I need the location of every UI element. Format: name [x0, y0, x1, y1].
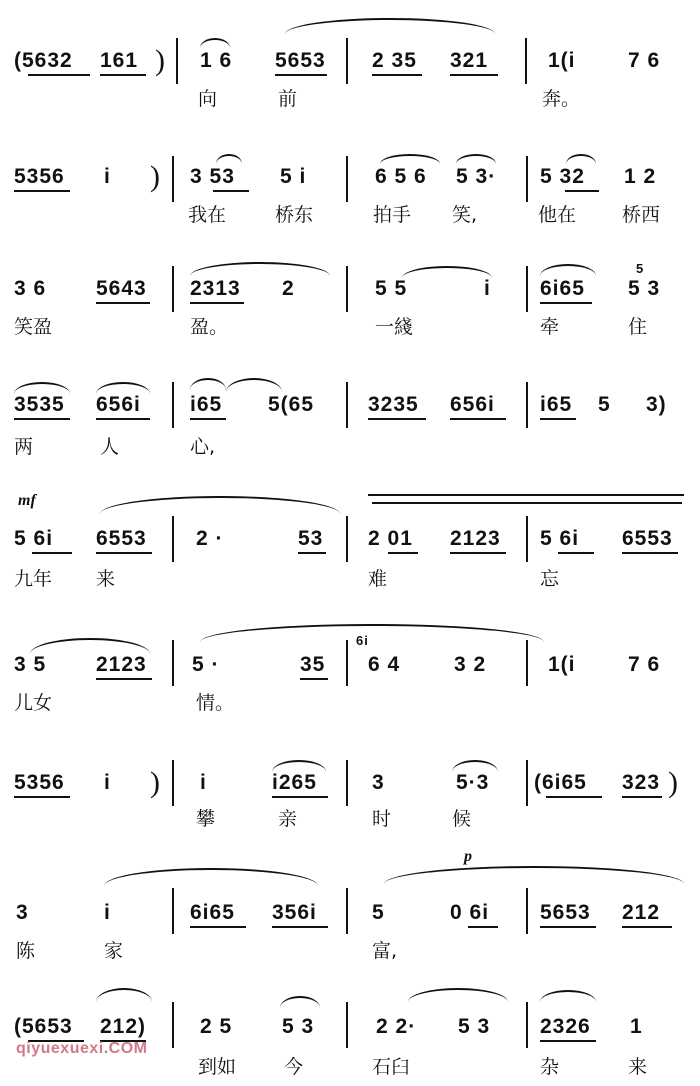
note-group: 3 53 [190, 165, 235, 188]
beam-line [272, 926, 328, 928]
note-group: 5356 [14, 771, 65, 794]
note-group: 5 · [192, 653, 220, 676]
beam-line [540, 1040, 596, 1042]
bar-line [172, 640, 174, 686]
note-group: 3535 [14, 393, 65, 416]
beam-line [190, 926, 246, 928]
beam-line [388, 552, 418, 554]
beam-line [468, 926, 498, 928]
bar-line [346, 382, 348, 428]
tie-slur [280, 996, 320, 1008]
note-group: 3 5 [14, 653, 47, 676]
dynamic-marking: mf [18, 492, 36, 509]
note-group: i [200, 771, 207, 794]
note-group: 323 [622, 771, 661, 794]
beam-line [540, 926, 596, 928]
lyric: 人 [100, 436, 120, 458]
bar-line [172, 382, 174, 428]
lyric: 富, [372, 940, 398, 962]
bar-line [172, 516, 174, 562]
note-group: 3 [372, 771, 385, 794]
phrase-slur [100, 496, 340, 514]
beam-line [14, 796, 70, 798]
bar-line [172, 266, 174, 312]
bar-line [346, 760, 348, 806]
note-group: 2326 [540, 1015, 591, 1038]
note-group: (5632 [14, 49, 73, 72]
note-group: 656i [96, 393, 141, 416]
beam-line [546, 796, 602, 798]
note-group: 3 6 [14, 277, 47, 300]
beam-line [272, 796, 328, 798]
beam-line [450, 74, 498, 76]
note-group: 5 3 [458, 1015, 491, 1038]
lyric: 攀 [196, 808, 216, 830]
note-group: 7 6 [628, 49, 661, 72]
tie-slur [226, 378, 282, 392]
phrase-slur [372, 502, 682, 510]
note-group: 6553 [96, 527, 147, 550]
paren-close: ) [150, 160, 160, 193]
lyric: 石臼 [372, 1056, 411, 1078]
bar-line [526, 382, 528, 428]
paren-close: ) [150, 766, 160, 799]
phrase-slur [402, 266, 492, 278]
lyric: 拍手 [373, 204, 412, 226]
phrase-slur [285, 18, 495, 34]
beam-line [213, 190, 249, 192]
score-row-2 [0, 122, 700, 242]
phrase-slur [384, 866, 684, 884]
lyric: 情。 [196, 692, 235, 714]
beam-line [622, 926, 672, 928]
dynamic-marking: p [464, 848, 472, 865]
note-group: 3235 [368, 393, 419, 416]
tie-slur [96, 988, 152, 1002]
note-group: 6553 [622, 527, 673, 550]
bar-line [172, 760, 174, 806]
watermark-text: qiyuexuexi [16, 1040, 104, 1057]
note-group: 5·3 [456, 771, 490, 794]
tie-slur [380, 154, 440, 164]
score-row-5 [0, 484, 700, 604]
bar-line [346, 266, 348, 312]
phrase-slur [30, 638, 150, 654]
note-group: 1 6 [200, 49, 233, 72]
lyric: 忘 [540, 568, 560, 590]
tie-slur [456, 154, 496, 164]
note-group: 356i [272, 901, 317, 924]
bar-line [346, 516, 348, 562]
note-group: 212 [622, 901, 661, 924]
note-group: 0 6i [450, 901, 490, 924]
lyric: 一綫 [375, 316, 414, 338]
paren-close: ) [155, 44, 165, 77]
lyric: 儿女 [14, 692, 53, 714]
beam-line [540, 302, 592, 304]
watermark-suffix: .COM [103, 1040, 148, 1057]
lyric: 难 [368, 568, 388, 590]
lyric: 向 [198, 88, 218, 110]
bar-line [526, 156, 528, 202]
note-group: i65 [540, 393, 573, 416]
note-group: 3 2 [454, 653, 487, 676]
lyric: 桥西 [622, 204, 661, 226]
note-group: 1(i [548, 49, 576, 72]
bar-line [526, 760, 528, 806]
note-group: 5653 [540, 901, 591, 924]
score-row-4 [0, 364, 700, 484]
note-group: 1 2 [624, 165, 657, 188]
phrase-slur [104, 868, 318, 886]
note-group: 5 3· [456, 165, 497, 188]
lyric: 两 [14, 436, 34, 458]
tie-slur [566, 154, 596, 164]
note-group: 1 [630, 1015, 643, 1038]
note-group: 212) [100, 1015, 147, 1038]
tie-slur [190, 378, 226, 390]
lyric: 来 [628, 1056, 648, 1078]
lyric: 来 [96, 568, 116, 590]
beam-line [14, 190, 70, 192]
beam-line [96, 552, 152, 554]
note-group: 5 [598, 393, 611, 416]
beam-line [450, 552, 506, 554]
score-row-3 [0, 244, 700, 364]
note-group: 2 5 [200, 1015, 233, 1038]
note-group: (6i65 [534, 771, 587, 794]
note-group: 5 3 [282, 1015, 315, 1038]
note-group: 5 32 [540, 165, 585, 188]
bar-line [346, 640, 348, 686]
lyric: 候 [452, 808, 472, 830]
lyric: 时 [372, 808, 392, 830]
lyric: 笑盈 [14, 316, 53, 338]
grace-note: 5 [636, 261, 645, 276]
phrase-slur [540, 264, 596, 276]
note-group: 3) [646, 393, 667, 416]
note-group: 7 6 [628, 653, 661, 676]
note-group: 2 [282, 277, 295, 300]
lyric: 今 [284, 1056, 304, 1078]
beam-line [372, 74, 422, 76]
note-group: 35 [300, 653, 326, 676]
note-group: 3 [16, 901, 29, 924]
lyric: 心, [190, 436, 216, 458]
lyric: 到如 [198, 1056, 237, 1078]
beam-line [558, 552, 594, 554]
beam-line [100, 74, 146, 76]
tie-slur [216, 154, 242, 164]
beam-line [450, 418, 506, 420]
beam-line [190, 302, 244, 304]
bar-line [526, 888, 528, 934]
grace-note: 6i [356, 633, 369, 648]
lyric: 桥东 [275, 204, 314, 226]
score-row-9 [0, 966, 700, 1086]
bar-line [346, 156, 348, 202]
bar-line [526, 266, 528, 312]
note-group: 5 i [280, 165, 307, 188]
note-group: 6 5 6 [375, 165, 427, 188]
bar-line [525, 38, 527, 84]
beam-line [32, 552, 72, 554]
lyric: 牵 [540, 316, 560, 338]
phrase-slur [190, 262, 330, 276]
score-row-7 [0, 726, 700, 846]
note-group: 5 6i [14, 527, 54, 550]
site-watermark [16, 1040, 147, 1058]
beam-line [275, 74, 327, 76]
beam-line [540, 418, 576, 420]
note-group: 321 [450, 49, 489, 72]
bar-line [526, 640, 528, 686]
beam-line [300, 678, 328, 680]
phrase-slur [200, 624, 544, 642]
beam-line [298, 552, 326, 554]
note-group: 161 [100, 49, 139, 72]
note-group: 53 [298, 527, 324, 550]
score-row-1 [0, 0, 700, 120]
lyric: 盈。 [190, 316, 229, 338]
lyric: 住 [628, 316, 648, 338]
note-group: 6i65 [540, 277, 585, 300]
note-group: 6i65 [190, 901, 235, 924]
lyric: 笑, [452, 204, 478, 226]
note-group: 656i [450, 393, 495, 416]
bar-line [172, 156, 174, 202]
beam-line [190, 418, 226, 420]
note-group: 2 35 [372, 49, 417, 72]
note-group: 6 4 [368, 653, 401, 676]
phrase-slur [368, 494, 684, 502]
note-group: 2 01 [368, 527, 413, 550]
bar-line [526, 516, 528, 562]
note-group: 5 3 [628, 277, 661, 300]
beam-line [622, 552, 678, 554]
beam-line [96, 302, 150, 304]
lyric: 亲 [278, 808, 298, 830]
note-group: i65 [190, 393, 223, 416]
beam-line [14, 418, 70, 420]
note-group: 5(65 [268, 393, 315, 416]
beam-line [28, 74, 90, 76]
note-group: 2 2· [376, 1015, 417, 1038]
beam-line [96, 678, 152, 680]
note-group: 5 [372, 901, 385, 924]
bar-line [172, 1002, 174, 1048]
note-group: 2 · [196, 527, 224, 550]
phrase-slur [408, 988, 508, 1002]
beam-line [96, 418, 150, 420]
note-group: 5643 [96, 277, 147, 300]
note-group: 5356 [14, 165, 65, 188]
beam-line [622, 796, 662, 798]
note-group: 5653 [275, 49, 326, 72]
bar-line [346, 38, 348, 84]
lyric: 他在 [538, 204, 577, 226]
score-row-6 [0, 606, 700, 726]
bar-line [172, 888, 174, 934]
lyric: 前 [278, 88, 298, 110]
note-group: i [104, 901, 111, 924]
note-group: i [104, 771, 111, 794]
beam-line [368, 418, 426, 420]
note-group: 2123 [96, 653, 147, 676]
tie-slur [200, 38, 230, 48]
note-group: 5 5 [375, 277, 408, 300]
note-group: i265 [272, 771, 317, 794]
note-group: 5 6i [540, 527, 580, 550]
note-group: i [104, 165, 111, 188]
tie-slur [540, 990, 596, 1002]
note-group: 2123 [450, 527, 501, 550]
lyric: 奔。 [542, 88, 581, 110]
bar-line [526, 1002, 528, 1048]
lyric: 我在 [188, 204, 227, 226]
note-group: 2313 [190, 277, 241, 300]
lyric: 九年 [14, 568, 53, 590]
bar-line [346, 888, 348, 934]
lyric: 陈 [16, 940, 36, 962]
bar-line [346, 1002, 348, 1048]
lyric: 家 [104, 940, 124, 962]
lyric: 杂 [540, 1056, 560, 1078]
note-group: (5653 [14, 1015, 73, 1038]
beam-line [565, 190, 599, 192]
bar-line [176, 38, 178, 84]
score-row-8 [0, 846, 700, 966]
paren-close: ) [668, 766, 678, 799]
note-group: 1(i [548, 653, 576, 676]
note-group: i [484, 277, 491, 300]
